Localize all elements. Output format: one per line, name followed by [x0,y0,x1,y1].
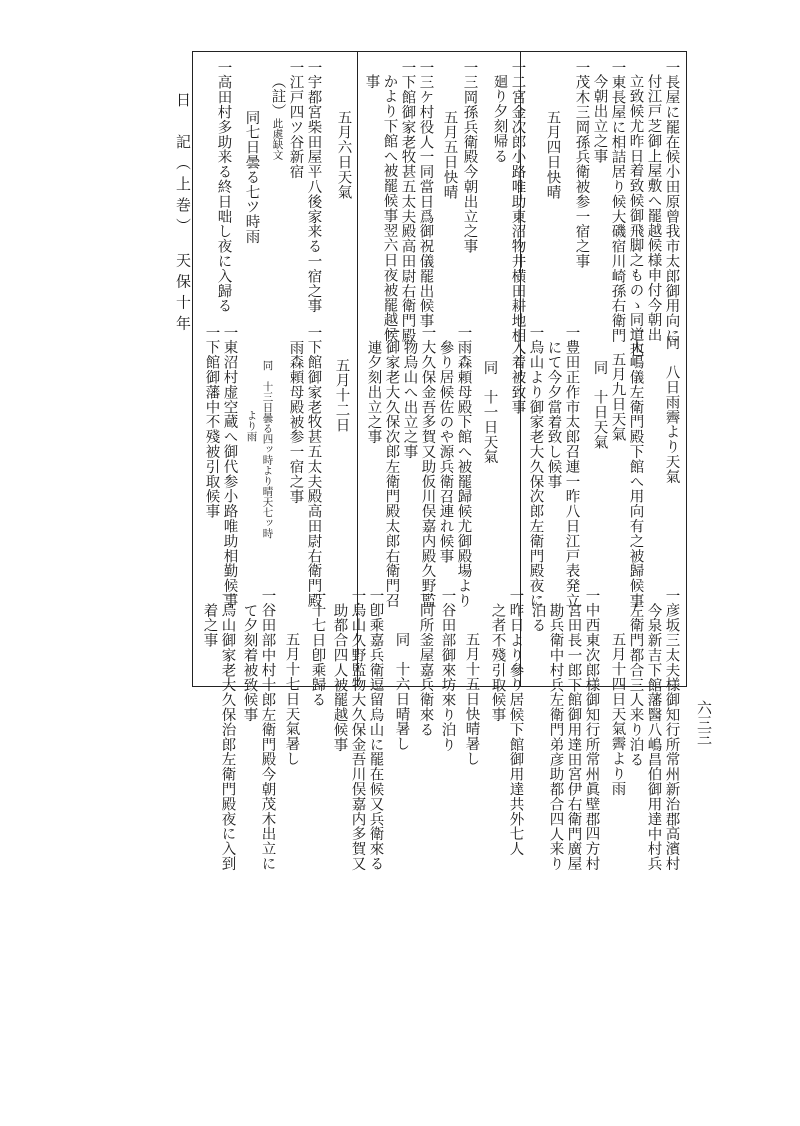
date-line: 同 十三日曇る四ッ時より晴天七ッ時 [261,360,274,539]
running-title: 日 記（上巻） 天保十年 [174,92,192,337]
date-line: 同 十六日晴暑し [393,632,410,752]
date-line: 五月十二日 [333,358,350,433]
text-line: 一高田村多助来る終日咄し夜に入歸る [215,60,232,314]
date-line: 五月十五日快晴暑し [463,632,480,767]
date-line: より雨 [245,410,258,442]
date-line: 五月十四日天氣霽より雨 [609,632,626,796]
text-line: 一昨日より參り居候下館御用達共外七人 [507,588,524,857]
text-line: 勘兵衛中村兵左衛門弟彦助都合四人来り [547,603,564,872]
date-line: 同 八日雨霽より天氣 [663,335,680,484]
text-line: 一三ケ村役人一同當日爲御祝儀罷出候事 [417,60,434,329]
text-line: 一東沼村虚空蔵へ御代参小路唯助相勤候事 [221,325,238,609]
text-line: 立致候尤昨日着致候御飛脚之ものゝ同道也 [627,74,644,358]
text-line: 左衛門都合三人来り泊る [627,603,644,767]
text-line: 物烏山へ出立之事 [401,340,418,460]
text-line: 一烏山より御家老大久保次郎左衛門殿夜に [527,325,544,609]
text-line: 之者不殘引取候事 [489,603,506,723]
text-line: 一烏山久野監物大久保金吾川俣嘉内多賀又 [349,588,366,872]
text-line: 一下館御家老牧甚五太夫殿高田尉右衛門殿 [305,325,322,609]
text-line: 一谷田部中村十郎左衛門殿今朝茂木出立に [259,588,276,872]
text-line: 今泉新吉下館藩醫八嶋昌伯御用達中村兵 [645,603,662,872]
date-line: 五月十七日天氣暑し [283,632,300,767]
date-line: 同 十一日天氣 [481,360,498,465]
text-line: 一下館御藩中不殘被引取候事 [203,325,220,519]
text-line: 一宇都宮柴田屋平八後家来る一宿之事 [305,60,322,314]
text-line: 一東長屋に相詰居り候大磯宿川崎孫右衛門 [609,60,626,344]
date-line: 同 十日天氣 [591,360,608,450]
date-line: 五月六日天氣 [335,110,352,200]
text-line: 雨森頼母殿被参一宿之事 [287,340,304,504]
text-line: 一卽乘嘉兵衛逗留烏山に罷在候又兵衛來る [367,588,384,872]
note-label: （註） [269,74,286,119]
text-line: 一同所釜屋嘉兵衛來る [417,588,434,737]
text-line: 宮田長一郎下館御用達田宮伊右衛門廣屋 [565,603,582,872]
date-line: 五月九日天氣 [609,352,626,442]
text-line: 廻り夕刻帰る [491,74,508,164]
text-line: 一長屋に罷在候小田原曾我市太郎御用向に [663,60,680,344]
note-text: 此處缺文 [271,118,284,160]
text-line: にて今夕當着致し候事 [545,340,562,489]
text-line: 一十七日卽乘歸る [309,588,326,708]
text-line: 泊る [529,603,546,633]
text-line: 一江戸四ツ谷新宿 [287,60,304,180]
text-line: 一下館御家老牧甚五太夫殿高田尉右衛門殿 [399,60,416,344]
text-line: 一谷田部御來坊來り泊り [439,588,456,752]
date-line: 五月五日快晴 [441,110,458,200]
text-line: 一大嶋儀左衛門殿下館へ用向有之被歸候事 [627,325,644,609]
text-line: 一三岡孫兵衛殿今朝出立之事 [461,60,478,254]
text-line: かより下館へ被罷候事翌六日夜被罷越候 [381,74,398,343]
text-line: 一御家老大久保次郎左衛門殿太郎右衛門召 [383,325,400,609]
text-line: 一二宮金次郎小路唯助東沼物井横田耕地相 [509,60,526,344]
text-line: 連夕刻出立之事 [365,340,382,445]
page-number: 六三三 [695,700,713,745]
text-line: 一烏山御家老大久保治郎左衛門殿夜に入到 [219,588,236,872]
text-line: 一雨森頼母殿下館へ被罷歸候尤御殿場より [455,325,472,609]
text-line: 入着被致事 [509,340,526,415]
text-line: 助都合四人被罷越候事 [331,603,348,752]
text-line: 參り居候佐のや源兵衛召連れ候事 [437,340,454,564]
text-line: て夕刻着被致候事 [241,603,258,723]
date-line: 五月四日快晴 [544,110,561,200]
text-line: 付江戸芝御上屋敷へ罷越候様申付今朝出 [645,74,662,343]
text-line: 今朝出立之事 [591,74,608,164]
text-line: 着之事 [201,603,218,648]
text-line: 一茂木三岡孫兵衛被参一宿之事 [573,60,590,269]
text-line: 一中西東次郎様御知行所常州眞壁郡四方村 [583,588,600,872]
text-line: 一大久保金吾多賀又助仮川俣嘉内殿久野監 [419,325,436,609]
date-line: 同七日曇る七ツ時雨 [243,110,260,245]
text-line: 事 [363,74,380,89]
text-line: 一豊田正作市太郎召連一昨八日江戸表発立 [563,325,580,609]
text-line: 一彦坂三太夫様御知行所常州新治郡高濱村 [663,588,680,872]
